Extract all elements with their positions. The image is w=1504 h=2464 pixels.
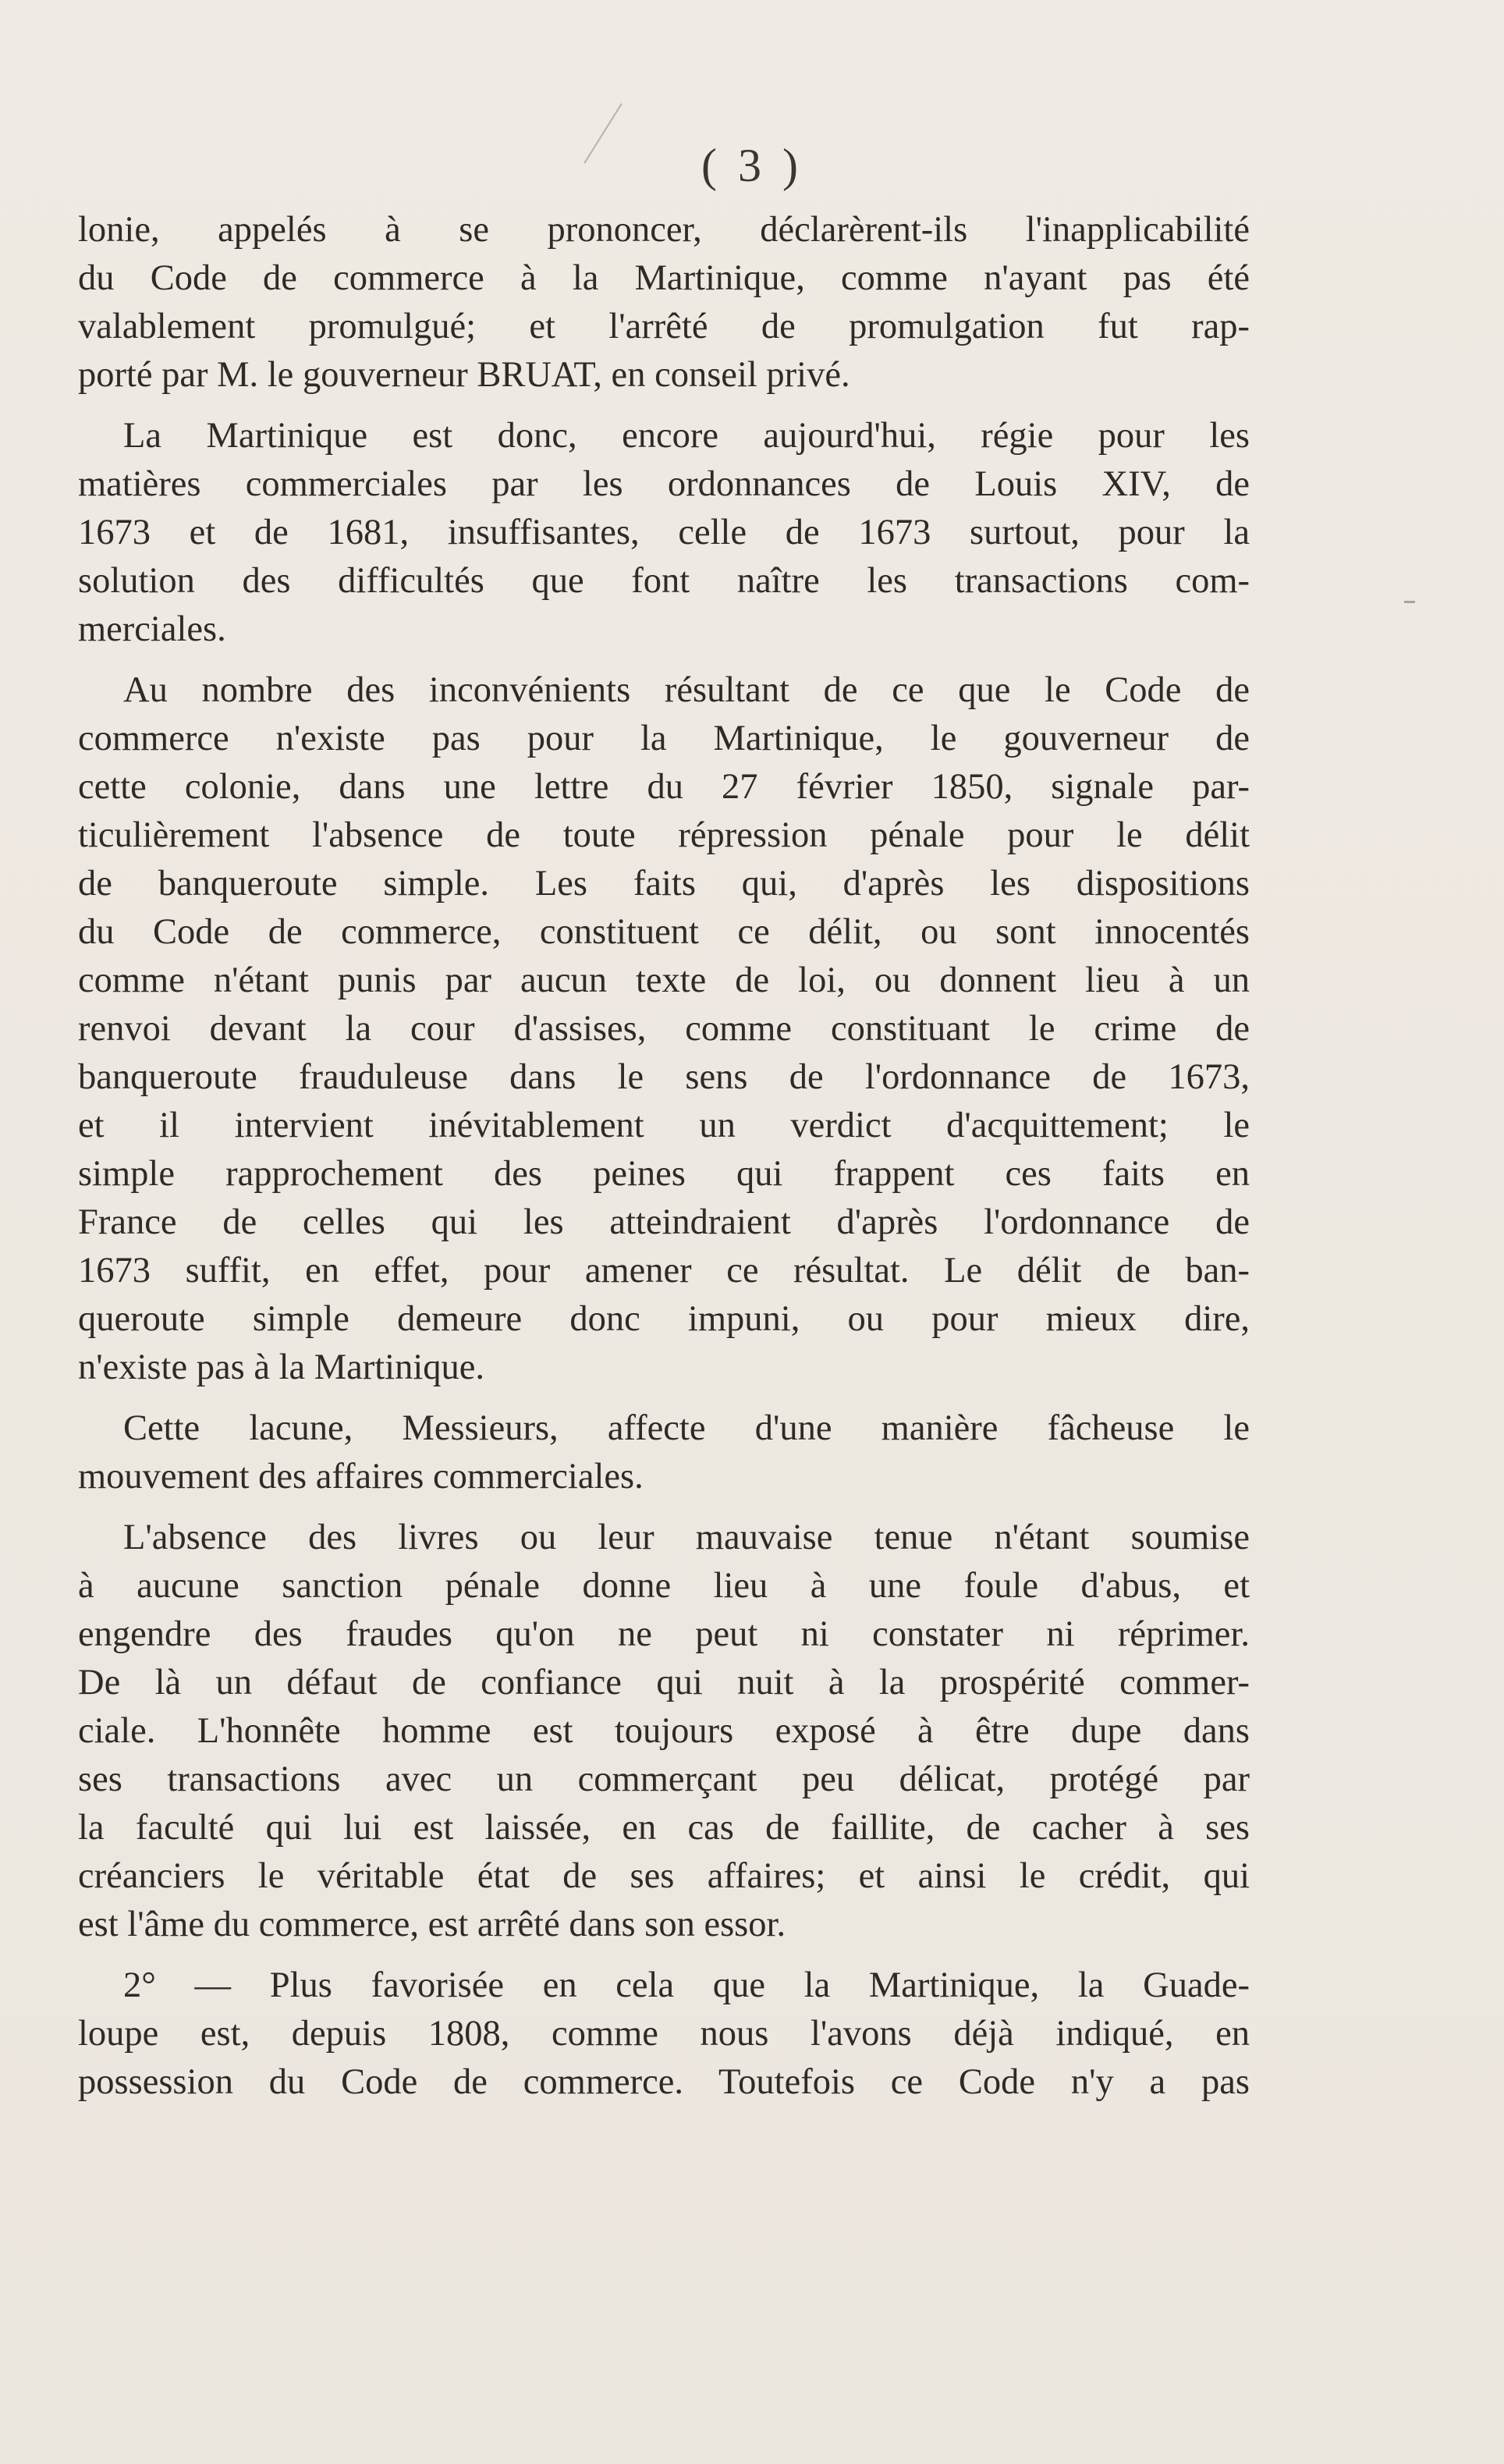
paragraph-2-line-4: solution des difficultés que font naître les transactions com-	[78, 561, 1250, 601]
paragraph-5-line-8: créanciers le véritable état de ses affaires; et ainsi le crédit, qui	[78, 1856, 1250, 1896]
paragraph-6-line-2: loupe est, depuis 1808, comme nous l'avons déjà indiqué, en	[78, 2014, 1250, 2054]
paragraph-2-line-3: 1673 et de 1681, insuffisantes, celle de 1673 surtout, pour la	[78, 513, 1250, 552]
paragraph-1-line-3: valablement promulgué; et l'arrêté de promulgation fut rap-	[78, 307, 1250, 346]
paragraph-2	[78, 412, 1250, 654]
paragraph-3-line-13: 1673 suffit, en effet, pour amener ce résultat. Le délit de ban-	[78, 1251, 1250, 1291]
paragraph-5-line-2: à aucune sanction pénale donne lieu à une foule d'abus, et	[78, 1566, 1250, 1606]
paragraph-3-line-6: du Code de commerce, constituent ce délit, ou sont innocentés	[78, 912, 1250, 952]
paragraph-3-line-4: ticulièrement l'absence de toute répression pénale pour le délit	[78, 815, 1250, 855]
paragraph-3-line-9: banqueroute frauduleuse dans le sens de l'ordonnance de 1673,	[78, 1057, 1250, 1097]
paragraph-5-line-9: est l'âme du commerce, est arrêté dans son essor.	[78, 1905, 786, 1944]
paragraph-3-line-2: commerce n'existe pas pour la Martinique, le gouverneur de	[78, 719, 1250, 758]
paragraph-5-line-6: ses transactions avec un commerçant peu délicat, protégé par	[78, 1759, 1250, 1799]
paragraph-5-line-3: engendre des fraudes qu'on ne peut ni constater ni réprimer.	[78, 1614, 1250, 1654]
paragraph-1-line-4: porté par M. le gouverneur BRUAT, en conseil privé.	[78, 355, 850, 395]
paragraph-4-line-2: mouvement des affaires commerciales.	[78, 1457, 644, 1497]
paragraph-2-line-2: matières commerciales par les ordonnances de Louis XIV, de	[78, 464, 1250, 504]
paragraph-3	[78, 666, 1250, 1392]
page-number-text: ( 3 )	[701, 140, 803, 191]
paragraph-3-line-7: comme n'étant punis par aucun texte de loi, ou donnent lieu à un	[78, 960, 1250, 1000]
paragraph-5	[78, 1514, 1250, 1949]
paragraph-1	[78, 206, 1250, 399]
paragraph-3-line-10: et il intervient inévitablement un verdict d'acquittement; le	[78, 1106, 1250, 1145]
paragraph-3-line-1: Au nombre des inconvénients résultant de ce que le Code de	[123, 670, 1250, 710]
paragraph-6-line-3: possession du Code de commerce. Toutefois ce Code n'y a pas	[78, 2062, 1250, 2102]
pencil-mark	[584, 103, 622, 163]
paragraph-5-line-4: De là un défaut de confiance qui nuit à la prospérité commer-	[78, 1663, 1250, 1702]
paragraph-3-line-14: queroute simple demeure donc impuni, ou pour mieux dire,	[78, 1299, 1250, 1339]
paragraph-3-line-8: renvoi devant la cour d'assises, comme constituant le crime de	[78, 1009, 1250, 1049]
paragraph-5-line-1: L'absence des livres ou leur mauvaise tenue n'étant soumise	[123, 1518, 1250, 1557]
paragraph-3-line-5: de banqueroute simple. Les faits qui, d'après les dispositions	[78, 864, 1250, 904]
paragraph-3-line-11: simple rapprochement des peines qui frappent ces faits en	[78, 1154, 1250, 1194]
paragraph-6	[78, 1962, 1250, 2107]
paragraph-2-line-5: merciales.	[78, 609, 226, 649]
body-text	[78, 206, 1250, 2119]
paragraph-5-line-5: ciale. L'honnête homme est toujours exposé à être dupe dans	[78, 1711, 1250, 1751]
paragraph-2-line-1: La Martinique est donc, encore aujourd'hui, régie pour les	[123, 416, 1250, 456]
paragraph-6-line-1: 2° — Plus favorisée en cela que la Martinique, la Guade-	[123, 1965, 1250, 2005]
margin-dash-mark	[1404, 601, 1415, 603]
paragraph-1-line-2: du Code de commerce à la Martinique, comme n'ayant pas été	[78, 258, 1250, 298]
paragraph-5-line-7: la faculté qui lui est laissée, en cas de faillite, de cacher à ses	[78, 1808, 1250, 1848]
paragraph-4	[78, 1404, 1250, 1501]
page-number	[0, 139, 1504, 193]
paragraph-1-line-1: lonie, appelés à se prononcer, déclarèrent-ils l'inapplicabilité	[78, 210, 1250, 250]
paragraph-3-line-3: cette colonie, dans une lettre du 27 février 1850, signale par-	[78, 767, 1250, 807]
paragraph-3-line-15: n'existe pas à la Martinique.	[78, 1347, 485, 1387]
paragraph-3-line-12: France de celles qui les atteindraient d'après l'ordonnance de	[78, 1202, 1250, 1242]
paragraph-4-line-1: Cette lacune, Messieurs, affecte d'une manière fâcheuse le	[123, 1408, 1250, 1448]
